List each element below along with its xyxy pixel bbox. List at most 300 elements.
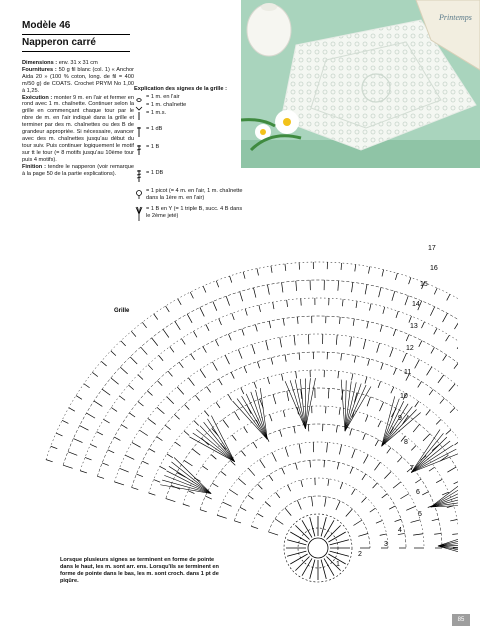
stitch-mark <box>328 532 345 542</box>
stitch-mark <box>258 484 263 489</box>
stitch-mark <box>139 430 147 436</box>
stitch-mark <box>285 508 291 516</box>
grid-marker-label: Grille <box>114 308 130 314</box>
round-number-label: 16 <box>430 265 438 272</box>
stitch-mark <box>324 460 325 467</box>
stitch-mark <box>85 457 92 460</box>
stitch-mark <box>97 432 103 435</box>
stitch-mark <box>328 479 329 486</box>
stitch-mark <box>202 466 208 470</box>
stitch-mark <box>62 420 68 423</box>
stitch-mark <box>330 551 349 556</box>
stitch-mark <box>119 468 128 472</box>
stitch-mark <box>384 471 391 478</box>
stitch-mark <box>219 379 223 385</box>
stitch-mark <box>353 319 354 326</box>
stitch-mark <box>212 362 217 371</box>
stitch-mark <box>409 316 412 322</box>
round-number-label: 1 <box>336 561 340 568</box>
stitch-mark <box>391 387 394 393</box>
title-divider-bottom <box>22 51 130 52</box>
stitch-mark <box>232 313 234 320</box>
stitch-mark <box>350 337 352 347</box>
stitch-mark <box>205 496 211 499</box>
pineapple-stitch <box>382 401 404 446</box>
stitch-mark <box>324 520 334 537</box>
stitch-mark <box>434 328 437 334</box>
stitch-mark <box>287 391 289 401</box>
stitch-mark <box>165 425 170 429</box>
legend-item: = 1 DB <box>134 170 163 182</box>
stitch-mark <box>387 448 391 454</box>
stitch-mark <box>157 437 163 441</box>
pineapple-stitch <box>211 416 234 462</box>
stitch-mark <box>157 381 162 386</box>
round-arc <box>46 262 458 548</box>
stitch-mark <box>365 415 367 422</box>
stitch-mark <box>415 401 419 407</box>
stitch-mark <box>167 397 174 404</box>
stitch-mark <box>363 339 365 349</box>
doily-photo-illustration <box>241 0 480 168</box>
stitch-mark <box>338 281 339 291</box>
stitch-mark <box>379 402 383 411</box>
double-crochet-icon <box>134 144 144 156</box>
stitch-mark <box>245 309 247 316</box>
stitch-mark <box>283 410 285 417</box>
stitch-mark <box>200 510 207 512</box>
round-number-label: 3 <box>384 541 388 548</box>
legend-item: = 1 B <box>134 144 159 156</box>
stitch-mark <box>175 442 181 446</box>
stitch-mark <box>321 560 326 579</box>
stitch-mark <box>341 353 342 360</box>
stitch-mark <box>406 335 409 341</box>
stitch-mark <box>205 411 209 416</box>
stitch-mark <box>179 362 183 368</box>
stitch-mark <box>336 426 337 433</box>
stitch-mark <box>423 434 430 441</box>
stitch-mark <box>221 471 226 475</box>
stitch-mark <box>337 463 339 470</box>
round-arc <box>149 370 458 548</box>
single-crochet-icon <box>134 110 144 122</box>
stitch-mark <box>346 509 353 517</box>
stitch-mark <box>393 368 396 374</box>
stitch-mark <box>212 483 218 487</box>
stitch-mark <box>363 455 368 464</box>
stitch-mark <box>382 270 384 277</box>
stitch-mark <box>432 519 439 521</box>
round-number-label: 9 <box>398 415 402 422</box>
stitch-mark <box>94 401 102 406</box>
stitch-mark <box>375 440 378 446</box>
round-number-label: 15 <box>420 281 428 288</box>
stitch-legend <box>134 86 254 219</box>
pineapple-stitch <box>196 429 234 461</box>
stitch-mark <box>132 442 141 447</box>
pineapple-stitch <box>189 437 234 462</box>
stitch-mark <box>302 558 312 575</box>
stitch-mark <box>447 467 456 472</box>
pineapple-stitch <box>233 401 268 439</box>
stitch-mark <box>121 425 127 429</box>
stitch-mark <box>454 363 458 369</box>
stitch-mark <box>324 558 334 575</box>
pineapple-stitch <box>341 380 345 431</box>
stitch-mark <box>413 534 423 535</box>
stitch-mark <box>362 497 367 502</box>
legend-title: Explication des signes de la grille : <box>134 86 227 92</box>
supplies-paragraph: Fournitures : 50 g fil blanc (col. 1) « Anchor Aida 20 » (100 % coton, long. de fil = 400 m/50 g) de COATS. Crochet PRYM No 1,00 à 1,25. <box>22 66 134 94</box>
dimensions-paragraph: Dimensions : env. 31 x 31 cm <box>22 60 98 66</box>
stitch-mark <box>336 335 337 345</box>
stitch-mark <box>389 506 395 509</box>
stitch-mark <box>434 288 437 294</box>
stitch-mark <box>68 452 77 456</box>
stitch-mark <box>431 347 435 353</box>
pineapple-stitch <box>167 471 212 494</box>
stitch-mark <box>268 377 270 384</box>
stitch-mark <box>207 387 211 393</box>
stitch-mark <box>336 501 340 510</box>
stitch-mark <box>395 519 402 521</box>
round-arc <box>234 460 406 548</box>
stitch-mark <box>168 371 173 376</box>
stitch-mark <box>102 389 110 395</box>
stitch-mark <box>120 396 126 400</box>
stitch-mark <box>136 474 142 477</box>
stitch-mark <box>449 384 455 392</box>
diagram-note: Lorsque plusieurs signes se terminent en forme de pointe dans le haut, les m. sont arr. ens. Lorsqu'ils se terminent en forme de pointe dans le bas, les m. sont croch. dans 1 pt de piqûre. <box>60 557 219 584</box>
stitch-mark <box>376 520 382 523</box>
stitch-mark <box>434 533 441 534</box>
stitch-mark <box>350 429 352 436</box>
stitch-mark <box>380 534 387 535</box>
stitch-mark <box>192 449 200 455</box>
stitch-mark <box>454 321 458 329</box>
stitch-mark <box>295 525 309 539</box>
pineapple-stitch <box>411 433 443 472</box>
stitch-mark <box>128 385 133 390</box>
stitch-mark <box>282 282 283 292</box>
stitch-mark <box>167 454 173 458</box>
stitch-mark <box>238 478 246 485</box>
stitch-mark <box>339 317 340 324</box>
stitch-mark <box>446 335 450 341</box>
stitch-mark <box>411 520 421 523</box>
stitch-mark <box>188 378 194 386</box>
stitch-mark <box>311 496 312 506</box>
stitch-mark <box>411 445 416 450</box>
stitch-mark <box>374 462 380 470</box>
stitch-mark <box>373 483 378 488</box>
stitch-mark <box>297 317 298 324</box>
stitch-mark <box>438 375 444 383</box>
stitch-mark <box>240 507 246 510</box>
stitch-mark <box>367 322 369 329</box>
stitch-mark <box>430 307 434 316</box>
stitch-mark <box>355 264 356 271</box>
stitch-mark <box>413 424 419 432</box>
stitch-mark <box>203 286 206 292</box>
stitch-mark <box>283 319 284 326</box>
stitch-mark <box>159 355 163 360</box>
stitch-mark <box>111 351 116 356</box>
stitch-mark <box>454 480 458 484</box>
stitch-mark <box>275 519 283 525</box>
round-number-label: 8 <box>404 439 408 446</box>
stitch-mark <box>342 299 343 306</box>
stitch-mark <box>271 266 272 273</box>
stitch-mark <box>97 476 104 478</box>
stitch-mark <box>450 520 457 521</box>
stitch-mark <box>427 367 432 375</box>
stitch-mark <box>163 329 169 337</box>
pineapple-stitch <box>411 453 458 472</box>
stitch-mark <box>295 463 297 470</box>
stitch-mark <box>148 365 153 370</box>
stitch-mark <box>269 475 273 481</box>
stitch-mark <box>285 264 286 271</box>
title-divider <box>22 34 130 35</box>
stitch-mark <box>310 460 311 467</box>
stitch-mark <box>194 420 199 425</box>
stitch-mark <box>400 494 409 499</box>
stitch-mark <box>358 533 368 536</box>
round-number-label: 13 <box>410 323 418 330</box>
stitch-mark <box>392 291 395 301</box>
stitch-mark <box>195 395 199 400</box>
stitch-mark <box>154 480 160 483</box>
stitch-mark <box>248 468 255 476</box>
stitch-mark <box>426 410 430 415</box>
round-number-label: 7 <box>410 465 414 472</box>
stitch-mark <box>378 421 381 427</box>
stitch-mark <box>206 325 209 331</box>
stitch-mark <box>285 447 288 457</box>
stitch-mark <box>299 444 301 454</box>
round-number-label: 5 <box>418 511 422 518</box>
stitch-mark <box>363 433 366 439</box>
stitch-mark <box>368 267 369 274</box>
stitch-mark <box>114 482 124 485</box>
stitch-mark <box>377 343 380 353</box>
round-number-label: 12 <box>406 345 414 352</box>
book-cover-text: Printemps <box>439 13 472 22</box>
stitch-mark <box>326 525 340 539</box>
stitch-mark <box>90 444 96 447</box>
model-number: Modèle 46 <box>22 20 71 31</box>
instructions <box>22 60 134 177</box>
pineapple-stitch <box>305 378 315 429</box>
stitch-mark <box>56 433 62 436</box>
execution-paragraph: Exécution : monter 9 m. en l'air et fermer en rond avec 1 m. chaînette. Continuer selon la grille en commençant chaque tour par le nbre de m. en l'air indiqué dans la grille et terminer par des m. chaînettes ou des B de grandeur appropriée. Si nécessaire, avancer avec des m. chaînettes jusqu'au début du tour suiv. Puis continuer logiquement le motif sur tt le tour (= 8 motifs jusqu'au 10ème tour puis 4 motifs). <box>22 94 134 163</box>
stitch-mark <box>177 387 184 395</box>
stitch-mark <box>288 485 291 491</box>
stitch-mark <box>429 389 433 395</box>
stitch-mark <box>185 404 190 409</box>
pineapple-stitch <box>305 378 310 428</box>
pineapple-stitch <box>200 426 235 462</box>
stitch-mark <box>92 372 98 376</box>
stitch-mark <box>230 276 232 283</box>
stitch-mark <box>352 373 353 380</box>
stitch-mark <box>200 369 206 377</box>
stitch-mark <box>282 468 285 474</box>
stitch-mark <box>294 335 295 345</box>
stitch-mark <box>111 407 117 411</box>
stitch-mark <box>415 479 421 483</box>
stitch-mark <box>341 263 342 270</box>
stitch-mark <box>69 408 75 411</box>
stitch-mark <box>295 556 309 570</box>
stitch-mark <box>308 424 309 431</box>
stitch-mark <box>241 388 244 394</box>
stitch-mark <box>396 311 398 318</box>
stitch-mark <box>271 358 273 365</box>
stitch-mark <box>290 532 307 542</box>
stitch-mark <box>188 491 194 494</box>
pineapple-stitch <box>204 422 235 461</box>
starting-ring <box>308 538 328 558</box>
stitch-mark <box>378 381 380 388</box>
pineapple-stitch <box>411 449 456 472</box>
stitch-mark <box>200 307 204 316</box>
stitch-mark <box>382 494 388 498</box>
stitch-mark <box>310 560 315 579</box>
doily-photo <box>241 0 480 168</box>
stitch-mark <box>46 460 53 462</box>
stitch-mark <box>393 482 401 488</box>
stitch-mark <box>147 391 152 396</box>
round-number-label: 17 <box>428 245 436 252</box>
stitch-mark <box>130 357 137 364</box>
round-number-label: 11 <box>404 369 412 376</box>
stitch-mark <box>231 372 234 378</box>
stitch-mark <box>397 457 402 462</box>
stitch-mark <box>457 343 458 349</box>
stitch-mark <box>84 384 90 388</box>
stitch-mark <box>415 360 420 369</box>
stitch-mark <box>380 325 382 332</box>
stitch-mark <box>131 331 136 336</box>
half-double-icon <box>134 126 144 138</box>
stitch-mark <box>243 272 245 279</box>
pineapple-stitch <box>411 430 440 473</box>
stitch-mark <box>242 329 244 336</box>
stitch-mark <box>328 388 329 398</box>
stitch-mark <box>338 371 339 378</box>
stitch-mark <box>216 340 219 346</box>
stitch-mark <box>154 314 158 320</box>
stitch-mark <box>244 366 247 372</box>
stitch-mark <box>405 296 408 305</box>
stitch-mark <box>257 362 259 369</box>
stitch-mark <box>266 340 268 350</box>
stitch-mark <box>297 500 301 509</box>
stitch-mark <box>265 502 270 507</box>
stitch-mark <box>114 437 120 440</box>
stitch-mark <box>280 337 282 347</box>
stitch-mark <box>273 302 274 309</box>
stitch-mark <box>234 521 241 523</box>
stitch-mark <box>330 540 349 545</box>
stitch-mark <box>365 285 367 295</box>
stitch-mark <box>108 450 114 453</box>
stitch-mark <box>356 301 357 308</box>
stitch-mark <box>244 427 248 433</box>
round-number-label: 14 <box>412 301 420 308</box>
stitch-mark <box>353 520 361 525</box>
pineapple-stitch <box>382 396 395 446</box>
stitch-mark <box>340 482 342 489</box>
pineapple-stitch <box>411 441 450 472</box>
stitch-mark <box>272 452 276 461</box>
stitch-mark <box>141 347 148 354</box>
stitch-mark <box>251 526 258 528</box>
stitch-mark <box>443 313 448 322</box>
stitch-mark <box>230 490 238 496</box>
pineapple-stitch <box>411 445 453 472</box>
stitch-mark <box>187 314 192 323</box>
stitch-mark <box>253 442 257 448</box>
round-arc <box>132 352 458 548</box>
stitch-mark <box>254 382 257 389</box>
stitch-mark <box>104 419 110 423</box>
stitch-mark <box>325 497 327 507</box>
stitch-mark <box>181 339 185 345</box>
stitch-mark <box>73 439 82 443</box>
stitch-mark <box>280 430 282 437</box>
stitch-mark <box>228 394 232 400</box>
stitch-mark <box>183 504 190 506</box>
stitch-mark <box>447 294 450 300</box>
stitch-mark <box>80 471 87 473</box>
stitch-mark <box>166 306 170 312</box>
stitch-mark <box>252 344 255 354</box>
picot-icon <box>134 188 144 200</box>
stitch-mark <box>152 338 158 346</box>
stitch-mark <box>157 407 165 414</box>
stitch-mark <box>257 513 263 516</box>
stitch-mark <box>383 307 385 314</box>
stitch-mark <box>149 493 156 495</box>
stitch-mark <box>216 402 220 408</box>
stitch-mark <box>379 287 381 297</box>
stitch-mark <box>321 517 326 536</box>
stitch-mark <box>287 551 306 556</box>
stitch-mark <box>166 499 176 502</box>
stitch-mark <box>452 534 458 535</box>
stitch-mark <box>142 322 146 328</box>
stitch-mark <box>270 415 272 422</box>
stitch-mark <box>418 382 422 388</box>
stitch-mark <box>226 296 229 305</box>
stitch-mark <box>190 292 193 298</box>
stitch-mark <box>86 413 95 418</box>
stitch-mark <box>362 474 366 480</box>
stitch-mark <box>232 435 236 441</box>
finish-paragraph: Finition : tendre le napperon (voir remarque à la page 50 de la partie explications). <box>22 163 134 177</box>
stitch-mark <box>368 359 370 366</box>
stitch-mark <box>129 413 135 417</box>
stitch-mark <box>254 288 256 298</box>
stitch-mark <box>269 532 279 535</box>
page-title: Napperon carré <box>22 37 96 48</box>
stitch-mark <box>174 415 179 420</box>
stitch-mark <box>352 489 356 495</box>
